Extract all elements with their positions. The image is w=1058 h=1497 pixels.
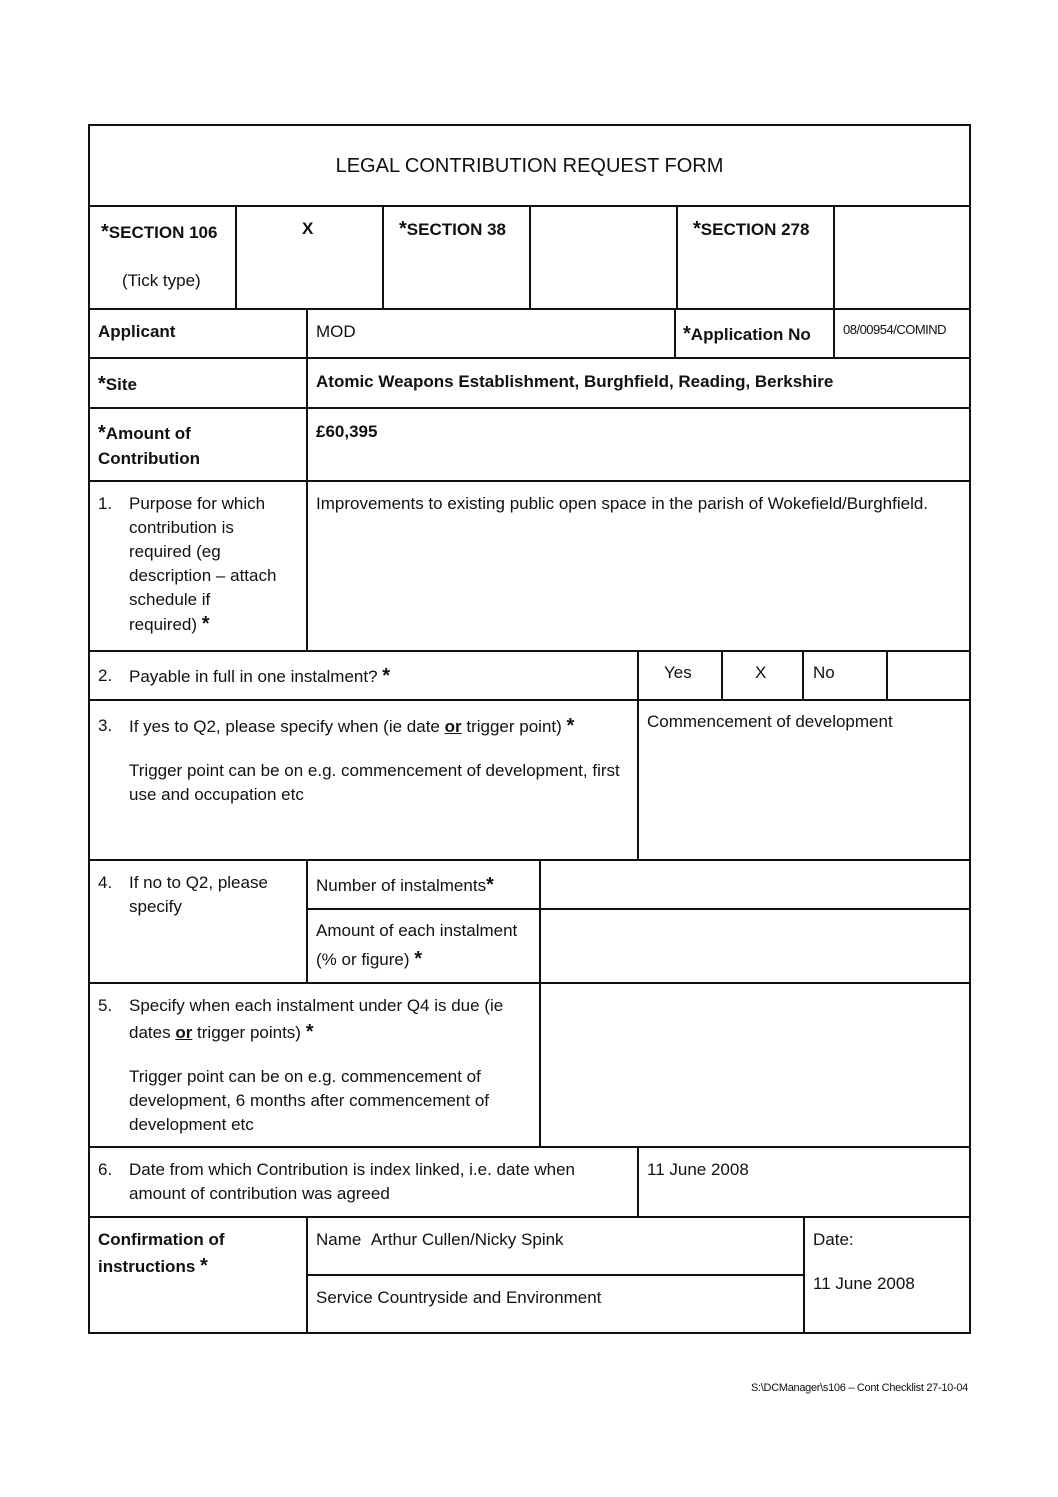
amount-value: £60,395	[316, 422, 378, 441]
q5-note-line2: development, 6 months after commencement of	[129, 1091, 490, 1110]
divider	[886, 650, 888, 700]
applicant-label: Applicant	[98, 322, 176, 341]
divider	[539, 859, 541, 1147]
asterisk: *	[693, 218, 701, 240]
q1-line: schedule if	[129, 590, 211, 609]
name-label: Name	[316, 1230, 362, 1249]
section-38-label: *SECTION 38	[399, 218, 506, 240]
section-106-mark: X	[302, 219, 314, 238]
confirmation-label: Confirmation of	[98, 1230, 225, 1249]
asterisk: *	[200, 1255, 208, 1277]
q5-note: Trigger point can be on e.g. commencement of	[129, 1067, 481, 1086]
divider	[721, 650, 723, 700]
divider	[637, 650, 639, 860]
divider	[306, 1274, 805, 1276]
q3-note-line2: use and occupation etc	[129, 785, 304, 804]
amount-label: *Amount of	[98, 422, 191, 444]
section-278-label: *SECTION 278	[693, 218, 810, 240]
q6-text: Date from which Contribution is index linked, i.e. date when	[129, 1160, 576, 1179]
q4-amount-label-line2: (% or figure) *	[316, 948, 423, 970]
q4-text-line2: specify	[129, 897, 182, 916]
q4-amount-label: Amount of each instalment	[316, 921, 518, 940]
divider	[88, 859, 971, 861]
asterisk: *	[683, 323, 691, 345]
service-field	[316, 1286, 601, 1310]
service-value: Countryside and Environment	[377, 1288, 602, 1307]
asterisk: *	[98, 373, 106, 395]
q3-number: 3.	[98, 716, 113, 735]
divider	[88, 699, 971, 701]
divider	[88, 650, 971, 652]
q3-note: Trigger point can be on e.g. commencement of development, first	[129, 761, 620, 780]
q5-text-line2: dates or trigger points) *	[129, 1021, 314, 1043]
q2-yes-label: Yes	[664, 663, 692, 682]
q1-answer: Improvements to existing public open space in the parish of Wokefield/Burghfield.	[316, 494, 929, 513]
application-no-label: *Application No	[683, 323, 811, 345]
asterisk: *	[101, 221, 109, 243]
application-no-value: 08/00954/COMIND	[843, 322, 947, 337]
divider	[802, 650, 804, 700]
divider	[382, 205, 384, 309]
asterisk: *	[566, 715, 575, 737]
q5-number: 5.	[98, 996, 113, 1015]
q3-text: If yes to Q2, please specify when (ie date or trigger point) *	[129, 715, 575, 737]
divider	[306, 1216, 308, 1334]
q1-line: contribution is	[129, 518, 234, 537]
divider	[306, 908, 971, 910]
q4-text: If no to Q2, please	[129, 873, 268, 892]
divider	[803, 1216, 805, 1334]
q1-line: Purpose for which	[129, 494, 266, 513]
asterisk: *	[201, 613, 210, 635]
asterisk: *	[399, 218, 407, 240]
confirmation-label-line2: instructions *	[98, 1255, 208, 1277]
footer-file-path: S:\DCManager\s106 – Cont Checklist 27-10-04	[751, 1382, 968, 1394]
q4-number: 4.	[98, 873, 113, 892]
q2-number: 2.	[98, 666, 113, 685]
q2-yes-mark: X	[755, 663, 767, 682]
asterisk: *	[382, 665, 391, 687]
divider	[833, 308, 835, 358]
divider	[676, 205, 678, 309]
q1-line: description – attach	[129, 566, 277, 585]
name-field	[316, 1228, 564, 1252]
q5-text: Specify when each instalment under Q4 is due (ie	[129, 996, 504, 1015]
divider	[637, 1146, 639, 1217]
divider	[88, 1216, 971, 1218]
q6-answer: 11 June 2008	[647, 1160, 749, 1179]
divider	[674, 308, 676, 358]
name-value: Arthur Cullen/Nicky Spink	[370, 1230, 564, 1249]
date-value: 11 June 2008	[813, 1274, 915, 1293]
divider	[306, 308, 308, 651]
q2-text: Payable in full in one instalment? *	[129, 665, 391, 687]
q3-answer: Commencement of development	[647, 712, 893, 731]
applicant-value: MOD	[316, 322, 356, 341]
q1-number: 1.	[98, 494, 113, 513]
q4-number-label: Number of instalments*	[316, 874, 494, 896]
q6-number: 6.	[98, 1160, 113, 1179]
divider	[88, 480, 971, 482]
q2-no-label: No	[813, 663, 835, 682]
amount-label-line2: Contribution	[98, 449, 200, 468]
divider	[88, 407, 971, 409]
q1-line: required (eg	[129, 542, 221, 561]
service-label: Service	[316, 1288, 373, 1307]
tick-type-hint: (Tick type)	[122, 271, 201, 290]
section-106-label: *SECTION 106	[101, 221, 218, 243]
site-label: *Site	[98, 373, 137, 395]
divider	[306, 859, 308, 983]
asterisk: *	[305, 1021, 314, 1043]
form-title: LEGAL CONTRIBUTION REQUEST FORM	[335, 155, 724, 177]
q1-line-last: required) *	[129, 613, 210, 635]
q5-note-line3: development etc	[129, 1115, 254, 1134]
divider	[88, 357, 971, 359]
asterisk: *	[414, 948, 423, 970]
divider	[235, 205, 237, 309]
divider	[88, 1146, 971, 1148]
asterisk: *	[98, 422, 106, 444]
divider	[529, 205, 531, 309]
date-label: Date:	[813, 1230, 854, 1249]
divider	[88, 982, 971, 984]
site-value: Atomic Weapons Establishment, Burghfield, Reading, Berkshire	[316, 372, 834, 391]
divider	[833, 205, 835, 309]
asterisk: *	[486, 874, 494, 896]
q6-text-line2: amount of contribution was agreed	[129, 1184, 390, 1203]
